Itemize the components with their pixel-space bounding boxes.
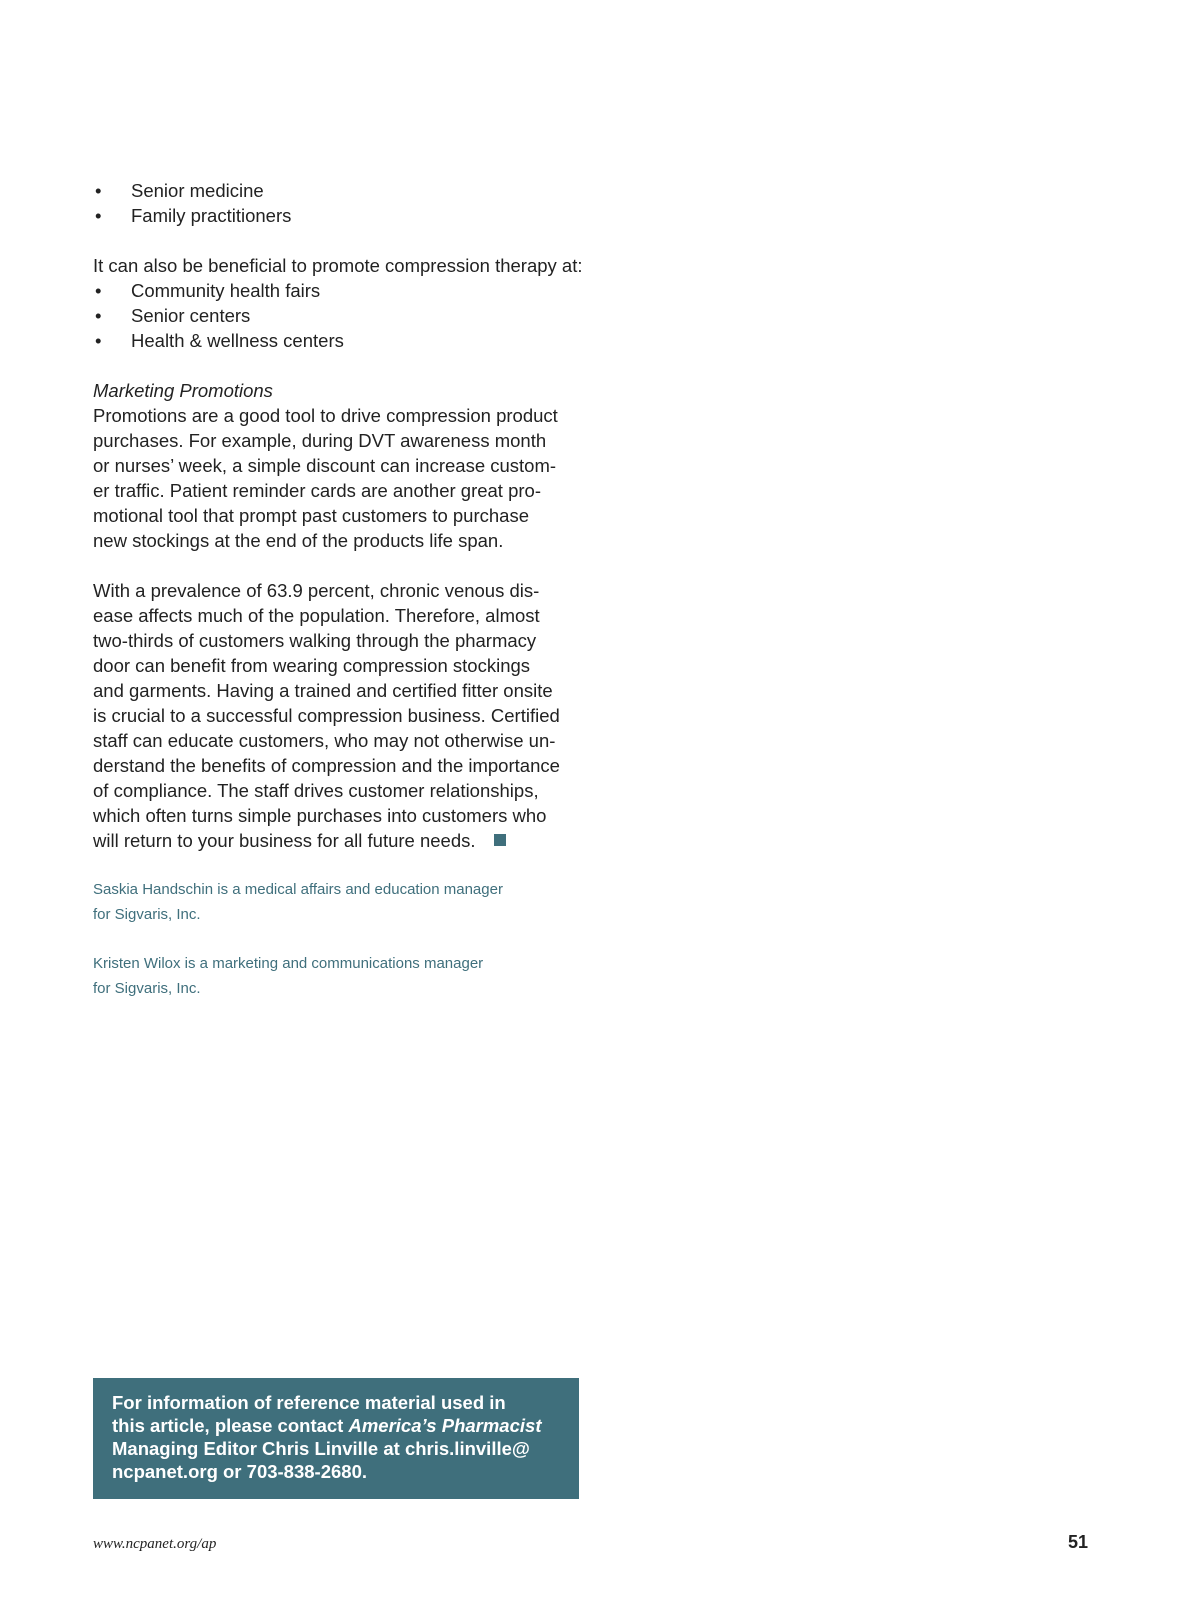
list-item: • Senior medicine	[95, 180, 264, 201]
bullet-icon: •	[95, 280, 102, 301]
author-bio: Kristen Wilox is a marketing and communications manager for Sigvaris, Inc.	[93, 955, 484, 997]
bullet-icon: •	[95, 205, 102, 226]
list-item: • Health & wellness centers	[95, 330, 344, 351]
section-heading: Marketing Promotions	[93, 380, 273, 401]
specialty-list	[93, 178, 583, 228]
prevalence-paragraph: With a prevalence of 63.9 percent, chronic venous dis- ease affects much of the population. Therefore, almost two-thirds of customers walking through the pharmacy door can benefit from wearing compression stockings and garments. Having a trained and certified fitter onsite is crucial to a successful compression business. Certified staff can educate customers, who may not otherwise un- derstand the benefits of compression and the importance of compliance. The staff drives customer relationships, which often turns simple purchases into customers who will return to your business for all future needs.	[93, 580, 560, 851]
promote-intro: It can also be beneficial to promote compression therapy at:	[93, 255, 583, 276]
list-item: • Family practitioners	[95, 205, 292, 226]
bullet-icon: •	[95, 330, 102, 351]
bullet-icon: •	[95, 305, 102, 326]
end-of-article-icon	[494, 834, 506, 846]
footer-url: www.ncpanet.org/ap	[93, 1536, 217, 1552]
article-column	[93, 178, 583, 1001]
page-number: 51	[1068, 1532, 1089, 1552]
list-item: • Community health fairs	[95, 280, 321, 301]
marketing-paragraph: Promotions are a good tool to drive compression product purchases. For example, during DVT awareness month or nurses’ week, a simple discount can increase custom- er traffic. Patient reminder cards are another great pro- motional tool that prompt past customers to purchase new stockings at the end of the products life span.	[93, 405, 558, 551]
promote-list	[93, 278, 583, 353]
list-item: • Senior centers	[95, 305, 251, 326]
bullet-icon: •	[95, 180, 102, 201]
reference-info-box: For information of reference material used in this article, please contact America’s Pharmacist Managing Editor Chris Linville at chris.linville@ ncpanet.org or 703-838-2680.	[93, 1378, 579, 1499]
author-bio: Saskia Handschin is a medical affairs and education manager for Sigvaris, Inc.	[93, 881, 503, 923]
